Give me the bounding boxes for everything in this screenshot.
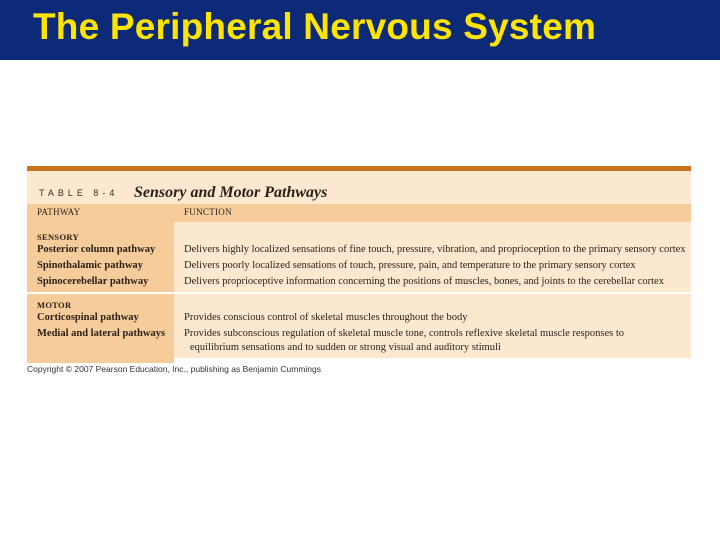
table-title: Sensory and Motor Pathways	[134, 184, 328, 201]
column-headers	[27, 204, 691, 222]
pathway-name: Corticospinal pathway	[37, 312, 139, 323]
section-divider	[27, 292, 691, 294]
pathway-name: Medial and lateral pathways	[37, 328, 166, 339]
pathway-function: Provides conscious control of skeletal muscles throughout the body	[184, 312, 468, 323]
section-heading-motor: MOTOR	[37, 300, 72, 310]
section-heading-sensory: SENSORY	[37, 232, 79, 242]
pathway-function: Delivers poorly localized sensations of touch, pressure, pain, and temperature to the primary sensory cortex	[184, 260, 636, 271]
pathway-function-continued: equilibrium sensations and to sudden or strong visual and auditory stimuli	[190, 342, 501, 353]
copyright-notice: Copyright © 2007 Pearson Education, Inc., publishing as Benjamin Cummings	[27, 364, 322, 374]
column-header-pathway: PATHWAY	[37, 207, 81, 217]
table-header	[27, 179, 691, 207]
table-number: TABLE 8-4	[39, 188, 119, 198]
pathway-function: Provides subconscious regulation of skeletal muscle tone, controls reflexive skeletal muscle responses to	[184, 328, 625, 339]
pathway-name: Spinothalamic pathway	[37, 260, 143, 271]
pathway-name: Posterior column pathway	[37, 244, 156, 255]
column-header-function: FUNCTION	[184, 207, 232, 217]
pathways-table	[27, 166, 691, 358]
title-bar	[0, 0, 720, 60]
pathway-function: Delivers proprioceptive information concerning the positions of muscles, bones, and joints to the cerebellar cortex	[184, 276, 664, 287]
pathway-function: Delivers highly localized sensations of fine touch, pressure, vibration, and proprioception to the primary sensory cortex	[184, 244, 686, 255]
slide-title: The Peripheral Nervous System	[33, 6, 597, 47]
pathway-name: Spinocerebellar pathway	[37, 276, 149, 287]
